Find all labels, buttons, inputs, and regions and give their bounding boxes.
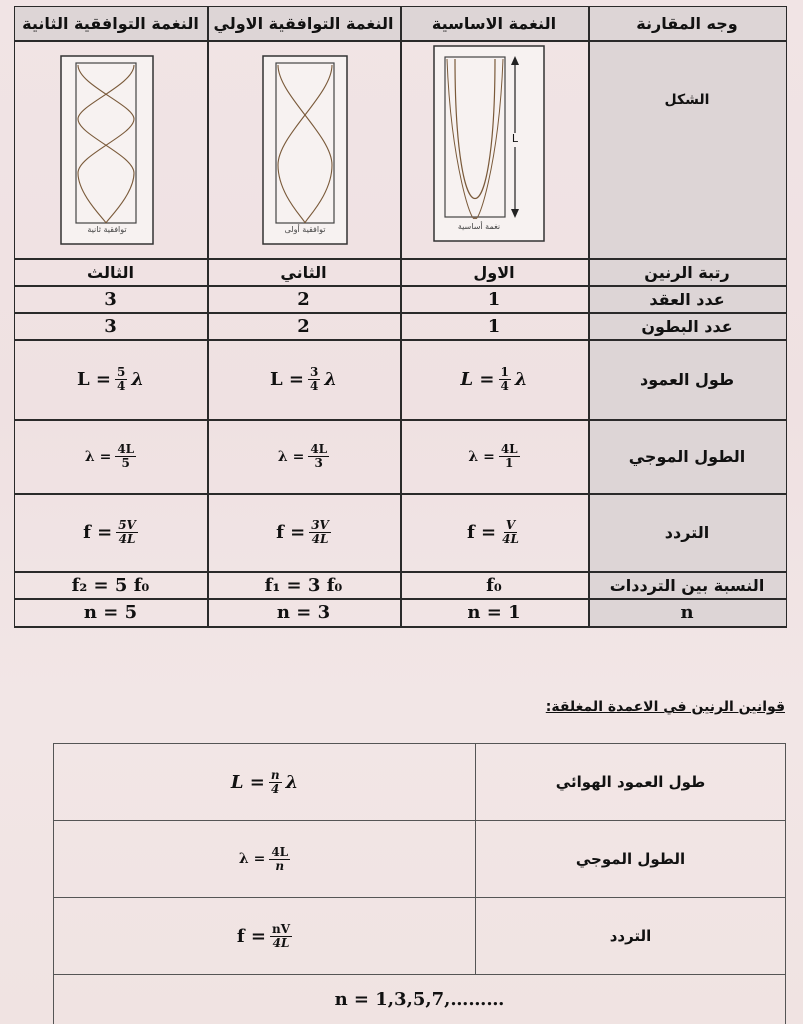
wavelength-fundamental: λ = $\frac{4L}{1}$ [468,442,518,470]
antinodes-first: 2 [297,315,310,337]
row-label-resonance-order: رتبة الرنين [644,262,730,282]
row-label-shape: الشكل [664,92,710,108]
column-length-second: L = $\frac{5}{4}$ λ [77,365,144,393]
closed-formula-frequency: f = $\frac{nV}{4L}$ [236,921,291,950]
n-second: n = 5 [83,602,138,623]
header-fundamental: النغمة الاساسية [431,13,557,33]
fundamental-caption: نغمة أساسية [457,222,501,231]
closed-n-values: n = 1,3,5,7,……… [334,989,505,1010]
fundamental-figure [433,45,545,242]
ratio-first: f₁ = 3 f₀ [264,574,343,596]
wavelength-second: λ = $\frac{4L}{5}$ [84,442,135,470]
column-length-first: L = $\frac{3}{4}$ λ [270,365,337,393]
closed-columns-title: قوانين الرنين في الاعمدة المغلقة: [545,699,785,715]
row-label-antinodes: عدد البطون [641,316,733,336]
antinodes-fundamental: 1 [487,315,501,337]
header-second-harmonic: النغمة التوافقية الثانية [22,13,199,33]
closed-row-label-wavelength: الطول الموجي [575,850,686,868]
closed-row-label-frequency: التردد [609,927,652,945]
column-length-fundamental: L = $\frac{1}{4}$ λ [460,365,528,393]
nodes-second: 3 [104,288,117,310]
second-harmonic-caption: توافقية ثانية [87,225,127,234]
wavelength-first: λ = $\frac{4L}{3}$ [277,442,328,470]
n-fundamental: n = 1 [467,602,521,623]
closed-formula-length: L = $\frac{n}{4}$ λ [230,767,299,796]
row-label-n: n [680,602,694,623]
row-label-wavelength: الطول الموجي [628,447,746,466]
header-first-harmonic: النغمة التوافقية الاولي [213,13,394,33]
row-label-frequency-ratio: النسبة بين الترددات [609,575,765,595]
header-comparison: وجه المقارنة [636,13,738,33]
ratio-fundamental: f₀ [486,574,502,596]
n-first: n = 3 [276,602,331,623]
first-harmonic-figure [262,55,348,245]
closed-formula-wavelength: λ = $\frac{4L}{n}$ [238,844,289,873]
ratio-second: f₂ = 5 f₀ [71,574,150,596]
first-harmonic-caption: توافقية أولى [284,225,326,234]
row-label-nodes: عدد العقد [649,289,725,309]
row-label-column-length: طول العمود [639,370,735,389]
resonance-order-third: الثالث [87,262,134,282]
frequency-first: f = $\frac{3V}{4L}$ [276,518,329,546]
frequency-second: f = $\frac{5V}{4L}$ [83,518,136,546]
row-label-frequency: التردد [664,523,710,542]
resonance-order-second: الثاني [280,262,327,282]
nodes-fundamental: 1 [487,288,501,310]
antinodes-second: 3 [104,315,117,337]
length-label: L [511,132,519,145]
closed-row-label-column-length: طول العمود الهوائي [555,773,706,791]
resonance-order-first: الاول [473,262,515,282]
frequency-fundamental: f = $\frac{V}{4L}$ [467,518,519,546]
second-harmonic-figure [60,55,154,245]
nodes-first: 2 [297,288,310,310]
